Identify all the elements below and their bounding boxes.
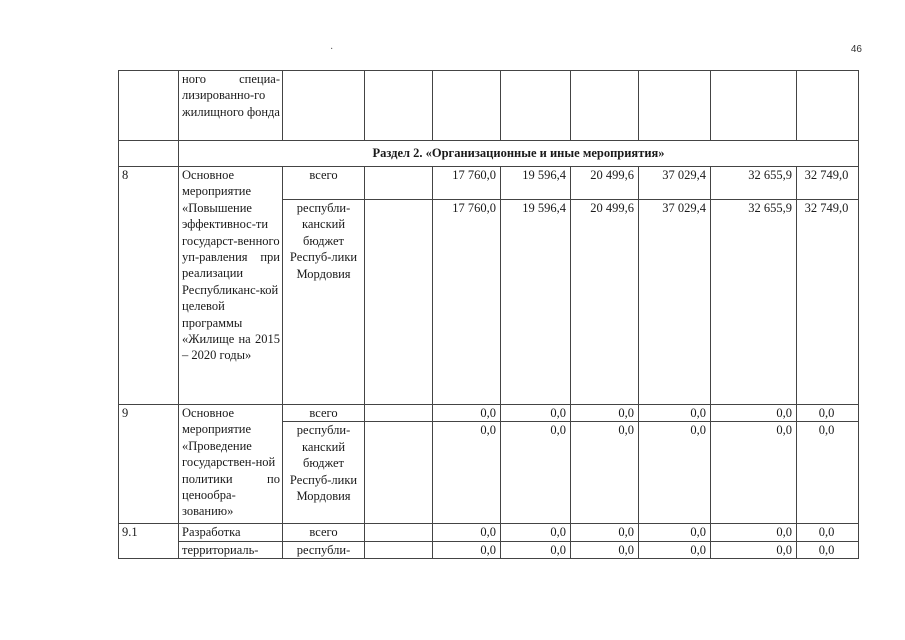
cell-name: территориаль-: [179, 541, 283, 558]
cell-value: 32 749,0: [797, 200, 859, 405]
cell-value: 0,0: [571, 422, 639, 524]
cell-value: 20 499,6: [571, 167, 639, 200]
cell-value: 0,0: [797, 422, 859, 524]
cell-value: 0,0: [639, 541, 711, 558]
cell-value: 0,0: [711, 541, 797, 558]
cell-value: 17 760,0: [433, 200, 501, 405]
cell-value: 0,0: [639, 524, 711, 541]
cell-value: 0,0: [639, 422, 711, 524]
cell-name: Основное мероприятие «Повышение эффективнос-ти государст-венного уп-равления при реализации Республиканс-кой целевой программы «Жилище на 2015 – 2020 годы»: [179, 167, 283, 405]
cell-value: 19 596,4: [501, 167, 571, 200]
cell-value: 0,0: [501, 405, 571, 422]
budget-table: [118, 70, 859, 559]
cell-source: республи-канский бюджет Респуб-лики Мордовия: [283, 422, 365, 524]
cell-source: всего: [283, 405, 365, 422]
cell-value: 0,0: [433, 405, 501, 422]
table-row: [119, 524, 859, 541]
cell-source: всего: [283, 524, 365, 541]
cell-value: 37 029,4: [639, 167, 711, 200]
cell-value: 32 655,9: [711, 167, 797, 200]
section-row: [119, 141, 859, 167]
cell-num: [119, 71, 179, 141]
cell-num: 9: [119, 405, 179, 524]
page-number: 46: [850, 44, 862, 55]
cell-value: 0,0: [501, 524, 571, 541]
table-row: [119, 541, 859, 558]
cell-value: 0,0: [433, 524, 501, 541]
cell-name: Основное мероприятие «Проведение государствен-ной политики по ценообра-зованию»: [179, 405, 283, 524]
cell-num: 8: [119, 167, 179, 405]
cell-value: 32 749,0: [797, 167, 859, 200]
cell-value: 0,0: [797, 524, 859, 541]
cell-value: 0,0: [797, 541, 859, 558]
table-row: [119, 71, 859, 141]
cell-value: 17 760,0: [433, 167, 501, 200]
cell-value: 0,0: [501, 422, 571, 524]
cell-value: 19 596,4: [501, 200, 571, 405]
stray-mark: ·: [330, 44, 334, 55]
cell-value: 0,0: [711, 422, 797, 524]
cell-value: 0,0: [639, 405, 711, 422]
cell-value: 20 499,6: [571, 200, 639, 405]
cell-source: республи-канский бюджет Респуб-лики Мордовия: [283, 200, 365, 405]
cell-source: всего: [283, 167, 365, 200]
cell-value: 0,0: [797, 405, 859, 422]
cell-value: 0,0: [433, 422, 501, 524]
section-title: Раздел 2. «Организационные и иные мероприятия»: [179, 141, 859, 167]
cell-value: 0,0: [711, 524, 797, 541]
cell-source: республи-: [283, 541, 365, 558]
table-row: [119, 167, 859, 200]
cell-value: 0,0: [571, 541, 639, 558]
cell-value: 0,0: [571, 524, 639, 541]
cell-num: 9.1: [119, 524, 179, 559]
cell-value: 0,0: [571, 405, 639, 422]
cell-name: ного специа-лизированно-го жилищного фонда: [179, 71, 283, 141]
cell-value: 0,0: [501, 541, 571, 558]
cell-name: Разработка: [179, 524, 283, 541]
cell-value: 32 655,9: [711, 200, 797, 405]
cell-value: 0,0: [433, 541, 501, 558]
cell-value: 37 029,4: [639, 200, 711, 405]
cell-value: 0,0: [711, 405, 797, 422]
table-row: [119, 405, 859, 422]
